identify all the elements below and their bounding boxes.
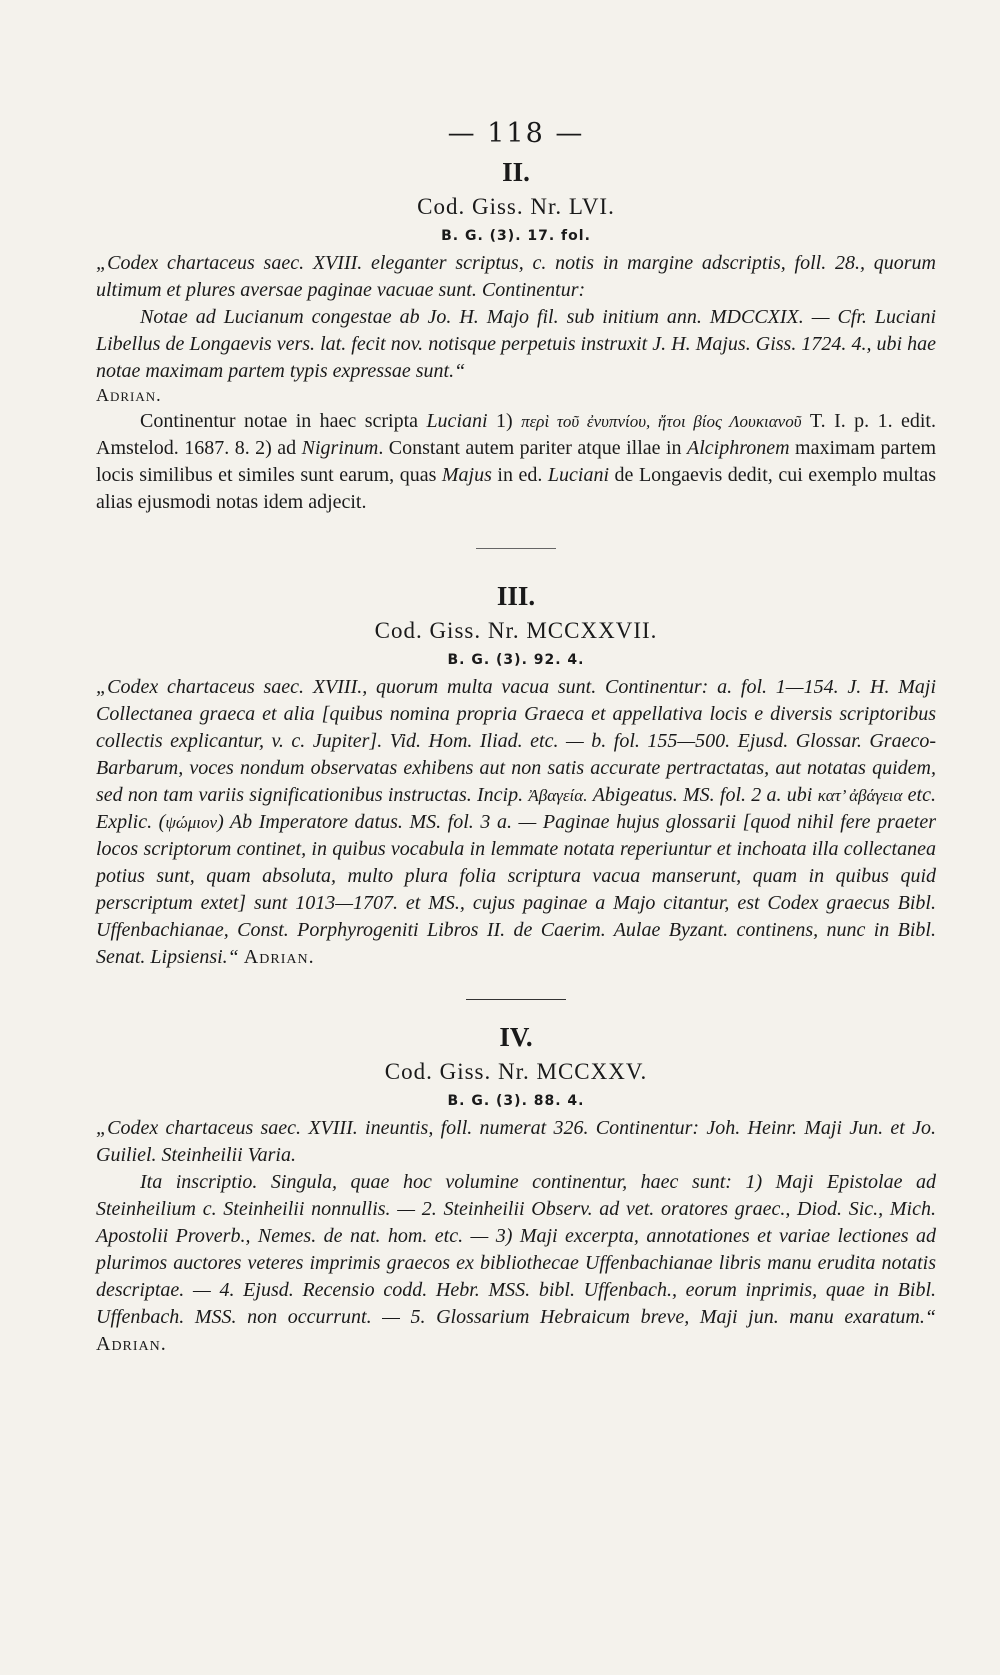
greek-word: Ἀβαγεία. <box>528 786 588 805</box>
shelf-signature: B. G. (3). 88. 4. <box>447 1093 585 1109</box>
codex-heading: Cod. Giss. Nr. MCCXXV. <box>384 1059 648 1084</box>
greek-title: περὶ τοῦ ἐνυπνίου, ἤτοι βίος Λουκιανοῦ <box>521 412 802 431</box>
description-paragraph: „Codex chartaceus saec. XVIII. eleganter scriptus, c. notis in margine adscriptis, foll. 28., quorum ultimum et plures aversae paginae vacuae sunt. Continentur: <box>96 252 936 301</box>
description-paragraph: „Codex chartaceus saec. XVIII. ineuntis, foll. numerat 326. Continentur: Joh. Heinr. Maji Jun. et Jo. Guiliel. Steinheilii Varia. <box>96 1117 936 1166</box>
section-divider <box>476 548 556 549</box>
section-iii <box>96 581 936 971</box>
author-attribution: Adrian. <box>96 1333 167 1355</box>
section-ii <box>96 157 936 516</box>
shelf-signature: B. G. (3). 92. 4. <box>447 652 585 668</box>
section-numeral: III. <box>496 581 536 611</box>
section-numeral: II. <box>502 157 530 187</box>
contents-paragraph: Ita inscriptio. Singula, quae hoc volumine continentur, haec sunt: 1) Maji Epistolae ad Steinheilium c. Steinheilii nonnullis. — 2. Steinheilii Observ. ad vet. oratores graec., Diod. Sic., Mich. Apostolii Proverb., Nemes. de nat. hom. etc. — 3) Maji excerpta, annotationes et variae lectiones ad plurimos auctores veteres imprimis graecos ex bibliothecae Uffenbachianae libris manu erudita notatis descriptae. — 4. Ejusd. Recensio codd. Hebr. MSS. bibl. Uffenbach., eorum inprimis, quae in Bibl. Uffenbach. MSS. non occurrunt. — 5. Glossarium Hebraicum breve, Maji jun. manu exaratum.“ Adrian. <box>96 1171 936 1355</box>
greek-word: κατ’ ἀβάγεια <box>817 786 903 805</box>
page-content <box>96 118 936 1358</box>
author-attribution: Adrian. <box>96 385 162 405</box>
section-numeral: IV. <box>499 1022 533 1052</box>
page-number: — 118 — <box>447 118 585 149</box>
commentary-paragraph: Continentur notae in haec scripta Luciani 1) περὶ τοῦ ἐνυπνίου, ἤτοι βίος Λουκιανοῦ T. I. p. 1. edit. Amstelod. 1687. 8. 2) ad Nigrinum. Constant autem pariter atque illae in Alciphronem maximam partem locis similibus et similes sunt earum, quas Majus in ed. Luciani de Longaevis dedit, cui exemplo multas alias ejusmodi notas idem adjecit. <box>96 410 937 513</box>
codex-heading: Cod. Giss. Nr. MCCXXVII. <box>374 618 658 643</box>
section-iv <box>96 1022 936 1358</box>
section-divider <box>466 999 566 1000</box>
greek-word: ψώμιον <box>165 813 218 832</box>
shelf-signature: B. G. (3). 17. fol. <box>441 228 591 244</box>
contents-paragraph: Notae ad Lucianum congestae ab Jo. H. Majo fil. sub initium ann. MDCCXIX. — Cfr. Luciani Libellus de Longaevis vers. lat. fecit nov. notisque perpetuis instruxit J. H. Majus. Giss. 1724. 4., ubi hae notae maximam partem typis expressae sunt.“ <box>96 306 936 382</box>
description-paragraph: „Codex chartaceus saec. XVIII., quorum multa vacua sunt. Continentur: a. fol. 1—154. J. H. Maji Collectanea graeca et alia [quibus nomina propria Graeca et appellativa locis e diversis scriptoribus collectis explicantur, v. c. Jupiter]. Vid. Hom. Iliad. etc. — b. fol. 155—500. Ejusd. Glossar. Graeco-Barbarum, voces nondum observatas exhibens aut non satis accurate pertractatas, aut notatas quidem, sed non tam variis significationibus instructas. Incip. Ἀβαγεία. Abigeatus. MS. fol. 2 a. ubi κατ’ ἀβάγεια etc. Explic. (ψώμιον) Ab Imperatore datus. MS. fol. 3 a. — Paginae hujus glossarii [quod nihil fere praeter locos scriptorum continet, in quibus vocabula in lemmate notata reperiuntur et inchoata illa collectanea potius sunt, quam absoluta, multo plura folia scriptura vacua manserunt, quam in quibus quid perscriptum extet] sunt 1013—1707. et MS., cujus paginae a Majo citantur, est Codex graecus Bibl. Uffenbachianae, Const. Porphyrogeniti Libros II. de Caerim. Aulae Byzant. continens, nunc in Bibl. Senat. Lipsiensi.“ Adrian. <box>96 676 937 968</box>
author-attribution: Adrian. <box>243 946 315 968</box>
codex-heading: Cod. Giss. Nr. LVI. <box>417 194 615 219</box>
